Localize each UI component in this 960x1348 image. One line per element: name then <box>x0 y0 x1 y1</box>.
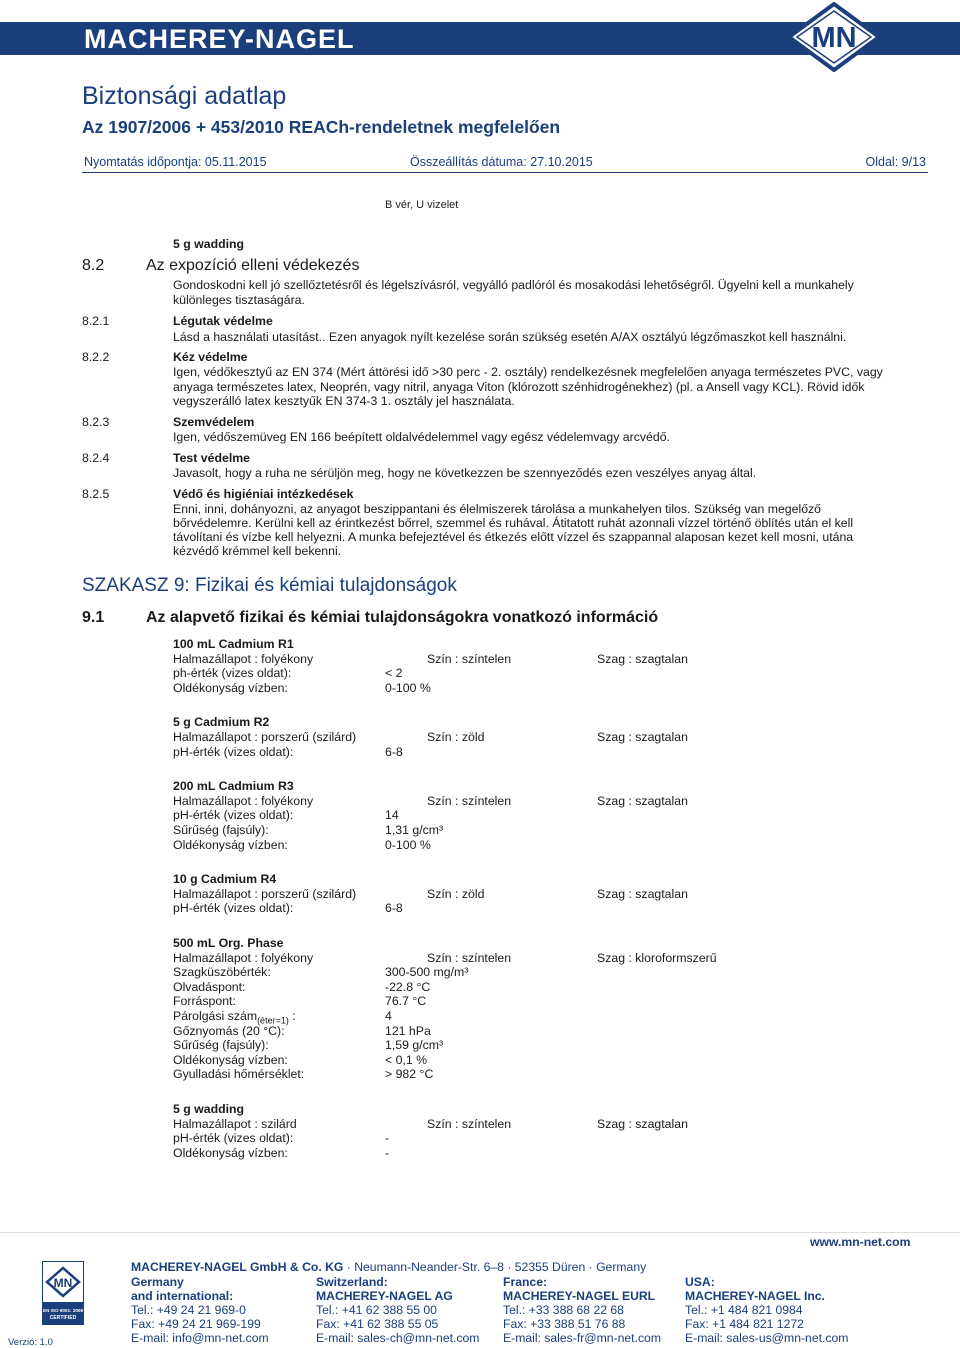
company-address: · Neumann-Neander-Str. 6–8 · 52355 Düren · Germany <box>343 1260 647 1274</box>
property-label <box>173 1024 285 1039</box>
property-value: 1,59 g/cm³ <box>385 1038 444 1053</box>
certificate-icon <box>43 1262 83 1324</box>
footer-head: MACHEREY-NAGEL Inc. <box>685 1289 825 1303</box>
property-label <box>173 1038 269 1053</box>
footer-mail-link[interactable]: E-mail: sales-ch@mn-net.com <box>316 1331 480 1345</box>
section-9-1-number: 9.1 <box>82 609 105 626</box>
property-label-text: pH-érték (vizes oldat): <box>173 901 294 916</box>
property-value: 121 hPa <box>385 1023 431 1038</box>
section-8-2-4-title: Test védelme <box>173 451 251 465</box>
product-name: 100 mL Cadmium R1 <box>173 637 294 651</box>
property-value: 300-500 mg/m³ <box>385 965 469 980</box>
product-odor: Szag : szagtalan <box>597 1116 688 1131</box>
product-state: Halmazállapot : porszerű (szilárd) <box>173 886 357 901</box>
property-value: 6-8 <box>385 744 403 759</box>
section-8-2-5-number: 8.2.5 <box>82 487 110 501</box>
section-8-2-text: Gondoskodni kell jó szellőztetésről és légelszívásról, vegyálló padlóról és mosakodási lehetőségről. Ügyelni kell a munkahely <box>173 278 854 292</box>
footer-tel: Tel.: +1 484 821 0984 <box>685 1303 803 1317</box>
property-label <box>173 1131 293 1146</box>
footer-head: USA: <box>685 1275 715 1289</box>
footer-fax: Fax: +1 484 821 1272 <box>685 1317 804 1331</box>
property-label-text: Sűrűség (fajsúly): <box>173 1038 269 1053</box>
document-title: Biztonsági adatlap <box>82 82 287 110</box>
page-number: Oldal: 9/13 <box>865 155 926 169</box>
product-odor: Szag : szagtalan <box>597 793 688 808</box>
property-label <box>173 1053 288 1068</box>
property-value: 76.7 °C <box>385 994 427 1009</box>
property-label-suffix: : <box>288 1009 296 1023</box>
footer-mail-link[interactable]: E-mail: info@mn-net.com <box>131 1331 269 1345</box>
website-link[interactable]: www.mn-net.com <box>810 1235 911 1249</box>
product-odor: Szag : szagtalan <box>597 886 688 901</box>
cert-line-1: EN ISO 9001: 2008 <box>43 1308 83 1313</box>
property-label-text: Oldékonyság vízben: <box>173 1052 288 1067</box>
cert-logo-text: MN <box>53 1276 73 1290</box>
section-8-2-5-text: Enni, inni, dohányozni, az anyagot beszippantani és élelmiszerek tárolása a munkahelyen tilos. Szükség van megelőző <box>173 502 822 516</box>
section-8-2-2-text: vegyszerálló latex kesztyűk EN 374-3 1. osztály jel használata. <box>173 394 515 408</box>
property-label-text: Oldékonyság vízben: <box>173 837 288 852</box>
property-value: < 2 <box>385 666 403 681</box>
footer-fax: Fax: +41 62 388 55 05 <box>316 1317 439 1331</box>
property-label-text: Oldékonyság vízben: <box>173 1145 288 1160</box>
section-8-2-1-text: Lásd a használati utasítást.. Ezen anyagok nyílt kezelése során szükség esetén A/AX osztályú légzőmaszkot kell használni. <box>173 330 847 344</box>
property-label-text: pH-érték (vizes oldat): <box>173 808 294 823</box>
product-color: Szín : színtelen <box>427 651 512 666</box>
property-value: - <box>385 1131 390 1146</box>
section-8-2-3-text: Igen, védőszemüveg EN 166 beépített oldalvédelemmel vagy egész védelemvagy arcvédő. <box>173 430 670 444</box>
footer-fax: Fax: +49 24 21 969-199 <box>131 1317 261 1331</box>
property-label <box>173 1146 288 1161</box>
property-value: -22.8 °C <box>385 979 431 994</box>
brand-name: MACHEREY-NAGEL <box>84 24 355 54</box>
property-label <box>173 901 293 916</box>
section-8-2-2-text: Igen, védőkesztyű az EN 374 (Mért áttörési idő >30 perc - 2. osztály) rendelkezésnek megfelelően anyaga természetes PVC, vagy <box>173 365 883 379</box>
product-state: Halmazállapot : porszerű (szilárd) <box>173 730 357 744</box>
property-label-subscript: (éter=1) <box>257 1015 289 1026</box>
meta-row <box>82 155 928 171</box>
footer-head: and international: <box>131 1289 234 1303</box>
footer-tel: Tel.: +41 62 388 55 00 <box>316 1303 437 1317</box>
footer-head: MACHEREY-NAGEL AG <box>316 1289 453 1303</box>
property-label-text: Gyulladási hőmérséklet: <box>173 1067 305 1082</box>
section-8-2-3-number: 8.2.3 <box>82 415 110 429</box>
product-color: Szín : színtelen <box>427 950 512 965</box>
document-subtitle: Az 1907/2006 + 453/2010 REACh-rendeletnek megfelelően <box>82 117 561 137</box>
footer-tel: Tel.: +49 24 21 969-0 <box>131 1303 246 1317</box>
company-name: MACHEREY-NAGEL GmbH & Co. KG <box>131 1260 344 1274</box>
section-8-2-2-text: anyaga természetes latex, Neoprén, vagy nitril, anyaga Viton (klórozott szénhidrogénekhez) (pl. a Ansell vagy KCL). Rövid idők <box>173 380 865 394</box>
property-value: > 982 °C <box>385 1067 434 1082</box>
section-8-2-1-number: 8.2.1 <box>82 314 110 328</box>
product-state: Halmazállapot : folyékony <box>173 950 314 965</box>
property-value: 6-8 <box>385 901 403 916</box>
property-value: 1,31 g/cm³ <box>385 823 444 837</box>
product-label: B vér, U vizelet <box>385 199 459 211</box>
property-label <box>173 965 271 980</box>
section-8-2-3-title: Szemvédelem <box>173 415 255 429</box>
footer-head: France: <box>503 1275 548 1289</box>
product-name: 5 g wadding <box>173 1102 245 1116</box>
property-value: 14 <box>385 808 399 823</box>
iso-certificate-badge <box>42 1261 84 1325</box>
section-8-2-text: különleges tisztaságára. <box>173 293 305 307</box>
section-8-2-1-title: Légutak védelme <box>173 314 273 328</box>
property-label-text: Párolgási szám <box>173 1009 258 1023</box>
footer-tel: Tel.: +33 388 68 22 68 <box>503 1303 624 1317</box>
footer-head: Switzerland: <box>316 1275 388 1289</box>
product-odor: Szag : szagtalan <box>597 651 688 666</box>
product-color: Szín : zöld <box>427 886 485 901</box>
product-color: Szín : színtelen <box>427 1116 512 1131</box>
logo-text: MN <box>811 22 857 54</box>
footer-mail-link[interactable]: E-mail: sales-us@mn-net.com <box>685 1331 849 1345</box>
mn-logo-icon <box>785 2 883 72</box>
carry-over-item: 5 g wadding <box>173 237 245 251</box>
property-label <box>173 994 236 1009</box>
version-label: Verzió: 1.0 <box>8 1337 53 1348</box>
property-label <box>173 808 293 823</box>
product-odor: Szag : szagtalan <box>597 730 688 744</box>
header-banner <box>0 0 960 72</box>
property-label-text: Sűrűség (fajsúly): <box>173 823 269 837</box>
property-label <box>173 823 269 838</box>
property-label <box>173 745 293 760</box>
property-value: < 0,1 % <box>385 1052 428 1067</box>
section-9-1-title: Az alapvető fizikai és kémiai tulajdonságokra vonatkozó információ <box>146 609 659 626</box>
footer-head: Germany <box>131 1275 184 1289</box>
header-divider <box>82 172 928 173</box>
product-state: Halmazállapot : szilárd <box>173 1116 297 1131</box>
section-8-2-2-number: 8.2.2 <box>82 350 110 364</box>
property-label-text: pH-érték (vizes oldat): <box>173 744 294 759</box>
section-8-2-2-title: Kéz védelme <box>173 350 248 364</box>
print-date: Nyomtatás időpontja: 05.11.2015 <box>84 155 267 169</box>
product-color: Szín : színtelen <box>427 793 512 808</box>
product-name: 10 g Cadmium R4 <box>173 872 277 887</box>
section-8-2-number: 8.2 <box>82 257 105 274</box>
property-label-text: Gőznyomás (20 °C): <box>173 1023 285 1038</box>
section-8-2-5-title: Védő és higiéniai intézkedések <box>173 487 354 501</box>
footer-head: MACHEREY-NAGEL EURL <box>503 1289 656 1303</box>
property-label <box>173 838 288 853</box>
cert-line-2: CERTIFIED <box>49 1315 77 1321</box>
property-label <box>173 666 291 681</box>
property-label-text: Olvadáspont: <box>173 979 246 994</box>
property-label <box>173 980 245 995</box>
product-name: 5 g Cadmium R2 <box>173 715 270 730</box>
product-state: Halmazállapot : folyékony <box>173 793 314 808</box>
section-8-2-5-text: kézvédő krémmel kell bekenni. <box>173 544 342 558</box>
section-8-2-title: Az expozíció elleni védekezés <box>146 257 360 274</box>
section-8-2-4-number: 8.2.4 <box>82 451 110 465</box>
section-8-2-5-text: távolítani és vízbe kell helyezni. A munka befejeztével és étkezés előtt vízzel és szappannal alaposan kezet kell mosni, utána <box>173 530 854 544</box>
section-8-2-5-text: bőrvédelemre. Kerülni kell az érintkezést bőrrel, szemmel és ruhával. Átitatott ruhát azonnali vízzel történő öblítés után el kell <box>173 516 854 530</box>
property-label-text: Szagküszöbérték: <box>173 965 271 980</box>
product-color: Szín : zöld <box>427 730 485 744</box>
company-line <box>131 1260 646 1274</box>
property-value: 0-100 % <box>385 837 431 852</box>
footer-fax: Fax: +33 388 51 76 88 <box>503 1317 626 1331</box>
created-date: Összeállítás dátuma: 27.10.2015 <box>410 155 593 169</box>
product-state: Halmazállapot : folyékony <box>173 651 314 666</box>
property-label-text: pH-érték (vizes oldat): <box>173 1131 294 1146</box>
property-label-text: Forráspont: <box>173 994 236 1009</box>
property-label-text: Oldékonyság vízben: <box>173 680 288 695</box>
footer-mail-link[interactable]: E-mail: sales-fr@mn-net.com <box>503 1331 661 1345</box>
property-value: 0-100 % <box>385 680 431 695</box>
property-label <box>173 1067 304 1082</box>
product-name: 200 mL Cadmium R3 <box>173 779 294 794</box>
property-label <box>173 681 288 696</box>
product-name: 500 mL Org. Phase <box>173 936 284 950</box>
property-label-text: ph-érték (vizes oldat): <box>173 666 292 681</box>
property-value: 4 <box>385 1009 392 1023</box>
property-value: - <box>385 1145 390 1160</box>
footer-divider <box>0 1232 960 1233</box>
section-9-title: SZAKASZ 9: Fizikai és kémiai tulajdonságok <box>82 575 457 596</box>
section-8-2-4-text: Javasolt, hogy a ruha ne sérüljön meg, hogy ne következzen be szennyeződés ezen veszélyes anyag által. <box>173 466 757 480</box>
product-odor: Szag : kloroformszerű <box>597 950 717 965</box>
